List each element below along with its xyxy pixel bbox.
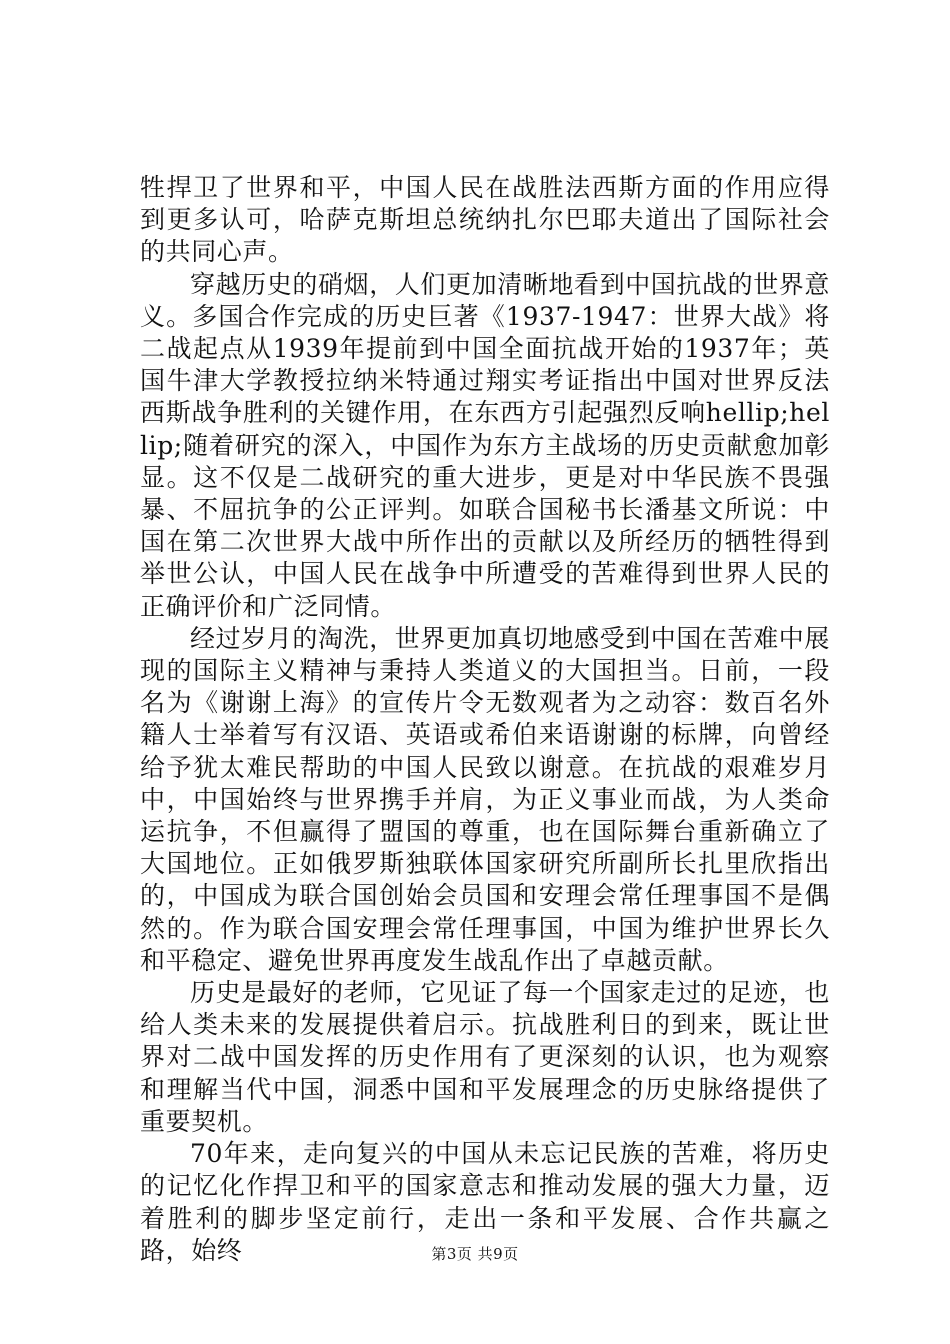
paragraph-2: 穿越历史的硝烟，人们更加清晰地看到中国抗战的世界意义。多国合作完成的历史巨著《1937-1947：世界大战》将二战起点从1939年提前到中国全面抗战开始的1937年；英国牛津大学教授拉纳米特通过翔实考证指出中国对世界反法西斯战争胜利的关键作用，在东西方引起强烈反响hellip;hellip;随着研究的深入，中国作为东方主战场的历史贡献愈加彰显。这不仅是二战研究的重大进步，更是对中华民族不畏强暴、不屈抗争的公正评判。如联合国秘书长潘基文所说：中国在第二次世界大战中所作出的贡献以及所经历的牺牲得到举世公认，中国人民在战争中所遭受的苦难得到世界人民的正确评价和广泛同情。 bbox=[140, 269, 831, 621]
paragraph-3: 经过岁月的淘洗，世界更加真切地感受到中国在苦难中展现的国际主义精神与秉持人类道义的大国担当。日前，一段名为《谢谢上海》的宣传片令无数观者为之动容：数百名外籍人士举着写有汉语、英语或希伯来语谢谢的标牌，向曾经给予犹太难民帮助的中国人民致以谢意。在抗战的艰难岁月中，中国始终与世界携手并肩，为正义事业而战，为人类命运抗争，不但赢得了盟国的尊重，也在国际舞台重新确立了大国地位。正如俄罗斯独联体国家研究所副所长扎里欣指出的，中国成为联合国创始会员国和安理会常任理事国不是偶然的。作为联合国安理会常任理事国，中国为维护世界长久和平稳定、避免世界再度发生战乱作出了卓越贡献。 bbox=[140, 623, 831, 975]
paragraph-4: 历史是最好的老师，它见证了每一个国家走过的足迹，也给人类未来的发展提供着启示。抗战胜利日的到来，既让世界对二战中国发挥的历史作用有了更深刻的认识，也为观察和理解当代中国，洞悉中国和平发展理念的历史脉络提供了重要契机。 bbox=[140, 978, 831, 1136]
document-body bbox=[140, 172, 830, 1267]
paragraph-1: 牲捍卫了世界和平，中国人民在战胜法西斯方面的作用应得到更多认可，哈萨克斯坦总统纳扎尔巴耶夫道出了国际社会的共同心声。 bbox=[140, 173, 830, 267]
page-footer: 第3页 共9页 bbox=[431, 1245, 519, 1263]
paragraph-5: 70年来，走向复兴的中国从未忘记民族的苦难，将历史的记忆化作捍卫和平的国家意志和推动发展的强大力量，迈着胜利的脚步坚定前行，走出一条和平发展、合作共赢之路，始终 bbox=[140, 1139, 830, 1265]
